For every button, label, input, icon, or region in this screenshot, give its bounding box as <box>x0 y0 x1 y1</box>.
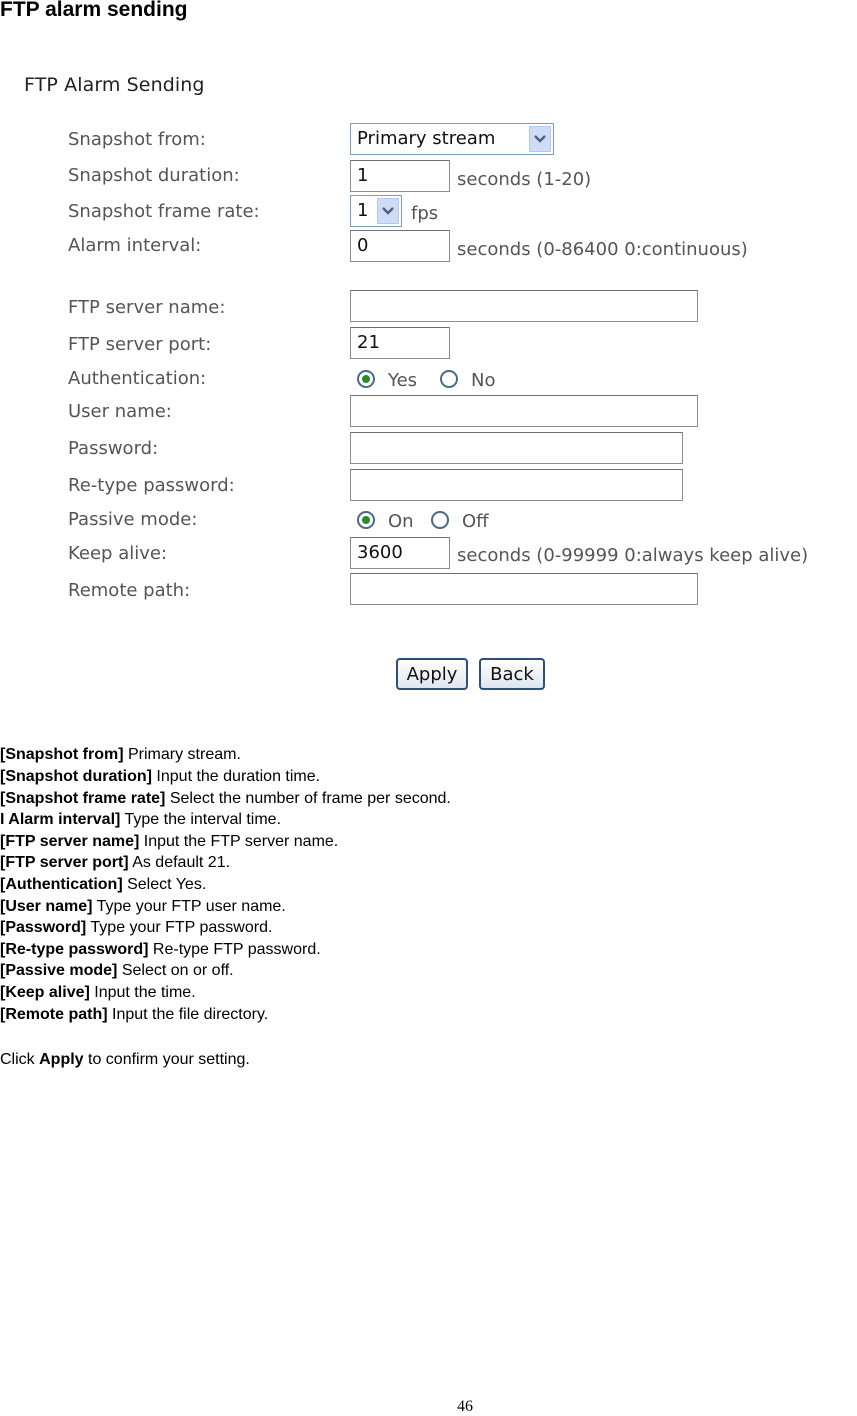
description-item: [Re-type password] Re-type FTP password. <box>0 941 321 958</box>
authentication-no-radio[interactable] <box>440 370 458 388</box>
description-item: [Remote path] Input the file directory. <box>0 1006 269 1023</box>
ftp-server-name-label: FTP server name: <box>68 297 226 318</box>
ftp-server-port-input[interactable]: 21 <box>350 327 450 359</box>
description-item: [Passive mode] Select on or off. <box>0 962 234 979</box>
description-item: I Alarm interval] Type the interval time. <box>0 811 282 828</box>
chevron-down-icon <box>529 126 551 152</box>
closing-instruction: Click Apply to confirm your setting. <box>0 1051 250 1068</box>
authentication-yes-label: Yes <box>388 370 418 391</box>
passive-mode-label: Passive mode: <box>68 509 198 530</box>
passive-mode-on-radio[interactable] <box>357 511 375 529</box>
description-item: [Password] Type your FTP password. <box>0 919 273 936</box>
page-number: 46 <box>457 1398 473 1415</box>
description-item: [Keep alive] Input the time. <box>0 984 196 1001</box>
snapshot-from-label: Snapshot from: <box>68 129 206 150</box>
description-item: [Authentication] Select Yes. <box>0 876 207 893</box>
authentication-yes-radio[interactable] <box>357 370 375 388</box>
ftp-server-name-input[interactable] <box>350 290 698 322</box>
page-heading: FTP alarm sending <box>0 0 188 21</box>
passive-mode-on-label: On <box>388 511 414 532</box>
description-item: [FTP server port] As default 21. <box>0 854 231 871</box>
keep-alive-hint: seconds (0-99999 0:always keep alive) <box>457 545 809 566</box>
passive-mode-off-radio[interactable] <box>431 511 449 529</box>
authentication-no-label: No <box>471 370 496 391</box>
snapshot-duration-input[interactable]: 1 <box>350 160 450 192</box>
chevron-down-icon <box>377 198 399 224</box>
passive-mode-off-label: Off <box>462 511 489 532</box>
snapshot-duration-hint: seconds (1-20) <box>457 169 592 190</box>
retype-password-label: Re-type password: <box>68 475 235 496</box>
snapshot-duration-label: Snapshot duration: <box>68 165 240 186</box>
user-name-input[interactable] <box>350 395 698 427</box>
back-button[interactable]: Back <box>479 658 545 690</box>
alarm-interval-label: Alarm interval: <box>68 235 202 256</box>
snapshot-frame-rate-value: 1 <box>357 200 369 221</box>
remote-path-label: Remote path: <box>68 580 191 601</box>
snapshot-frame-rate-label: Snapshot frame rate: <box>68 201 260 222</box>
ftp-alarm-screenshot <box>0 60 857 700</box>
snapshot-from-select[interactable] <box>350 123 554 155</box>
ftp-server-port-label: FTP server port: <box>68 334 212 355</box>
fps-unit: fps <box>411 203 439 224</box>
password-label: Password: <box>68 438 159 459</box>
authentication-label: Authentication: <box>68 368 207 389</box>
snapshot-frame-rate-select[interactable] <box>350 195 402 227</box>
description-item: [User name] Type your FTP user name. <box>0 898 286 915</box>
description-item: [Snapshot from] Primary stream. <box>0 746 241 763</box>
description-item: [Snapshot duration] Input the duration time. <box>0 768 321 785</box>
apply-button[interactable]: Apply <box>396 658 468 690</box>
alarm-interval-hint: seconds (0-86400 0:continuous) <box>457 239 748 260</box>
description-item: [Snapshot frame rate] Select the number of frame per second. <box>0 790 451 807</box>
password-input[interactable] <box>350 432 683 464</box>
user-name-label: User name: <box>68 401 172 422</box>
alarm-interval-input[interactable]: 0 <box>350 230 450 262</box>
keep-alive-input[interactable]: 3600 <box>350 537 450 569</box>
description-item: [FTP server name] Input the FTP server name. <box>0 833 339 850</box>
snapshot-from-value: Primary stream <box>357 128 496 149</box>
form-title: FTP Alarm Sending <box>24 74 205 96</box>
remote-path-input[interactable] <box>350 573 698 605</box>
retype-password-input[interactable] <box>350 469 683 501</box>
keep-alive-label: Keep alive: <box>68 543 168 564</box>
